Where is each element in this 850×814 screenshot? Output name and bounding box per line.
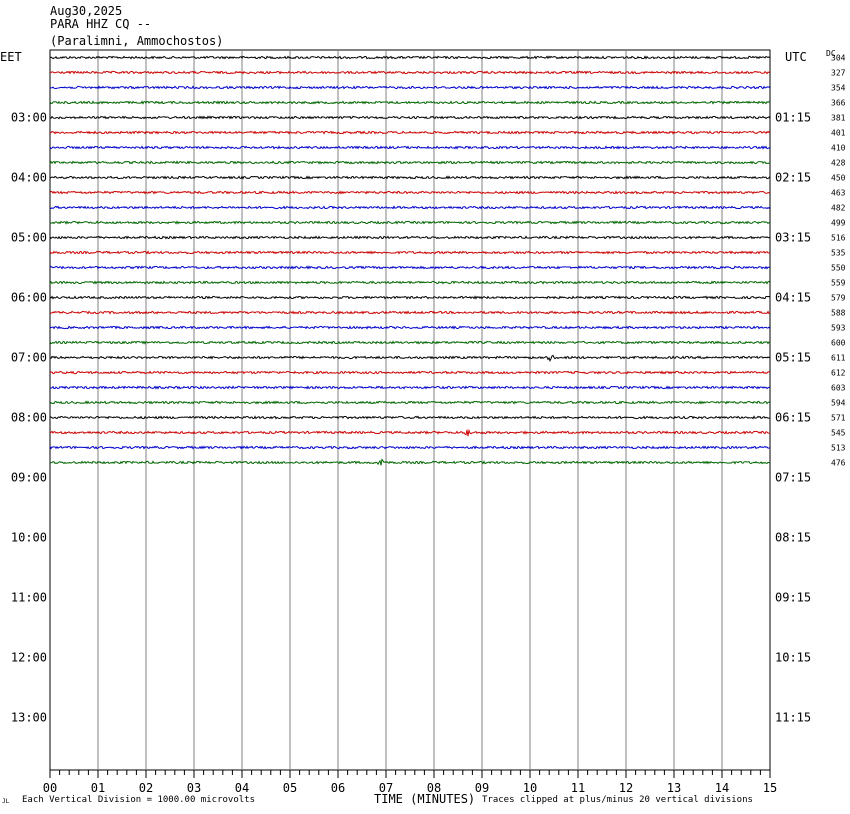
x-tick-label: 03 — [186, 781, 202, 795]
dc-column-title: DC — [826, 49, 836, 58]
seismic-trace-24 — [50, 416, 770, 418]
right-hour-label: 10:15 — [775, 650, 812, 665]
chart-date: Aug30,2025 — [50, 4, 123, 18]
right-hour-label: 05:15 — [775, 350, 812, 365]
dc-offset-label: 579 — [831, 293, 846, 303]
seismic-trace-8 — [50, 176, 770, 178]
seismic-trace-23 — [50, 401, 770, 403]
right-axis-title: UTC — [785, 50, 807, 64]
x-tick-label: 10 — [522, 781, 538, 795]
dc-offset-label: 428 — [831, 158, 846, 168]
right-hour-label: 07:15 — [775, 470, 812, 485]
x-tick-label: 04 — [234, 781, 250, 795]
left-hour-label: 06:00 — [10, 290, 47, 305]
dc-offset-label: 535 — [831, 248, 846, 258]
right-hour-label: 11:15 — [775, 710, 812, 725]
right-hour-label: 03:15 — [775, 230, 812, 245]
seismic-trace-12 — [50, 236, 770, 238]
station-location: (Paralimni, Ammochostos) — [50, 34, 224, 48]
seismic-trace-0 — [50, 56, 770, 58]
left-hour-label: 09:00 — [10, 470, 47, 485]
seismic-trace-6 — [50, 146, 770, 148]
seismic-trace-11 — [50, 221, 770, 223]
seismic-trace-21 — [50, 371, 770, 373]
x-tick-label: 06 — [330, 781, 346, 795]
seismic-trace-13 — [50, 251, 770, 253]
seismic-trace-16 — [50, 296, 770, 298]
right-hour-label: 08:15 — [775, 530, 812, 545]
left-hour-label: 07:00 — [10, 350, 47, 365]
left-hour-label: 04:00 — [10, 170, 47, 185]
dc-offset-label: 550 — [831, 263, 846, 273]
dc-offset-label: 513 — [831, 443, 846, 453]
dc-offset-label: 381 — [831, 113, 846, 123]
x-tick-label: 05 — [282, 781, 298, 795]
x-tick-label: 14 — [714, 781, 730, 795]
dc-offset-label: 366 — [831, 98, 846, 108]
dc-offset-label: 327 — [831, 68, 846, 78]
left-hour-label: 05:00 — [10, 230, 47, 245]
seismic-trace-10 — [50, 206, 770, 208]
x-tick-label: 12 — [618, 781, 634, 795]
dc-offset-label: 588 — [831, 308, 846, 318]
dc-offset-label: 594 — [831, 398, 846, 408]
dc-offset-label: 410 — [831, 143, 846, 153]
seismic-trace-2 — [50, 86, 770, 88]
dc-offset-label: 304 — [831, 53, 846, 63]
left-hour-label: 10:00 — [10, 530, 47, 545]
corner-mark: JL — [2, 798, 10, 805]
x-tick-label: 07 — [378, 781, 394, 795]
dc-offset-label: 401 — [831, 128, 846, 138]
right-hour-label: 01:15 — [775, 110, 812, 125]
dc-offset-label: 463 — [831, 188, 846, 198]
seismic-trace-18 — [50, 326, 770, 328]
left-hour-label: 12:00 — [10, 650, 47, 665]
left-axis-title: EET — [0, 50, 22, 64]
dc-offset-label: 603 — [831, 383, 846, 393]
x-tick-label: 00 — [42, 781, 58, 795]
dc-offset-label: 499 — [831, 218, 846, 228]
right-hour-label: 04:15 — [775, 290, 812, 305]
seismic-trace-5 — [50, 131, 770, 133]
dc-offset-label: 482 — [831, 203, 846, 213]
dc-offset-label: 612 — [831, 368, 846, 378]
seismic-trace-3 — [50, 101, 770, 103]
x-tick-label: 11 — [570, 781, 586, 795]
right-hour-label: 06:15 — [775, 410, 812, 425]
seismic-trace-20 — [50, 355, 770, 360]
seismic-trace-19 — [50, 341, 770, 343]
dc-offset-label: 476 — [831, 458, 846, 468]
dc-offset-label: 600 — [831, 338, 846, 348]
station-code: PARA HHZ CQ -- — [50, 17, 152, 31]
x-tick-label: 13 — [666, 781, 682, 795]
dc-offset-label: 559 — [831, 278, 846, 288]
left-hour-label: 11:00 — [10, 590, 47, 605]
x-tick-label: 01 — [90, 781, 106, 795]
seismic-trace-22 — [50, 386, 770, 388]
x-tick-label: 02 — [138, 781, 154, 795]
dc-offset-label: 545 — [831, 428, 846, 438]
seismic-trace-7 — [50, 161, 770, 163]
seismic-trace-15 — [50, 281, 770, 283]
dc-offset-label: 354 — [831, 83, 846, 93]
seismic-trace-27 — [50, 459, 770, 465]
vertical-division-note: Each Vertical Division = 1000.00 microvolts — [22, 795, 255, 805]
dc-offset-label: 516 — [831, 233, 846, 243]
left-hour-label: 13:00 — [10, 710, 47, 725]
seismic-trace-1 — [50, 71, 770, 73]
seismic-trace-25 — [50, 430, 770, 436]
right-hour-label: 09:15 — [775, 590, 812, 605]
plot-frame — [50, 50, 770, 770]
x-axis-title: TIME (MINUTES) — [374, 792, 476, 806]
seismic-trace-26 — [50, 446, 770, 448]
x-tick-label: 15 — [762, 781, 778, 795]
seismic-trace-4 — [50, 116, 770, 118]
seismic-trace-14 — [50, 266, 770, 268]
seismic-trace-9 — [50, 191, 770, 193]
seismic-trace-17 — [50, 311, 770, 313]
left-hour-label: 08:00 — [10, 410, 47, 425]
x-tick-label: 09 — [474, 781, 490, 795]
dc-offset-label: 571 — [831, 413, 846, 423]
left-hour-label: 03:00 — [10, 110, 47, 125]
dc-offset-label: 450 — [831, 173, 846, 183]
right-hour-label: 02:15 — [775, 170, 812, 185]
dc-offset-label: 611 — [831, 353, 846, 363]
x-tick-label: 08 — [426, 781, 442, 795]
clipping-note: Traces clipped at plus/minus 20 vertical divisions — [482, 795, 753, 805]
dc-offset-label: 593 — [831, 323, 846, 333]
